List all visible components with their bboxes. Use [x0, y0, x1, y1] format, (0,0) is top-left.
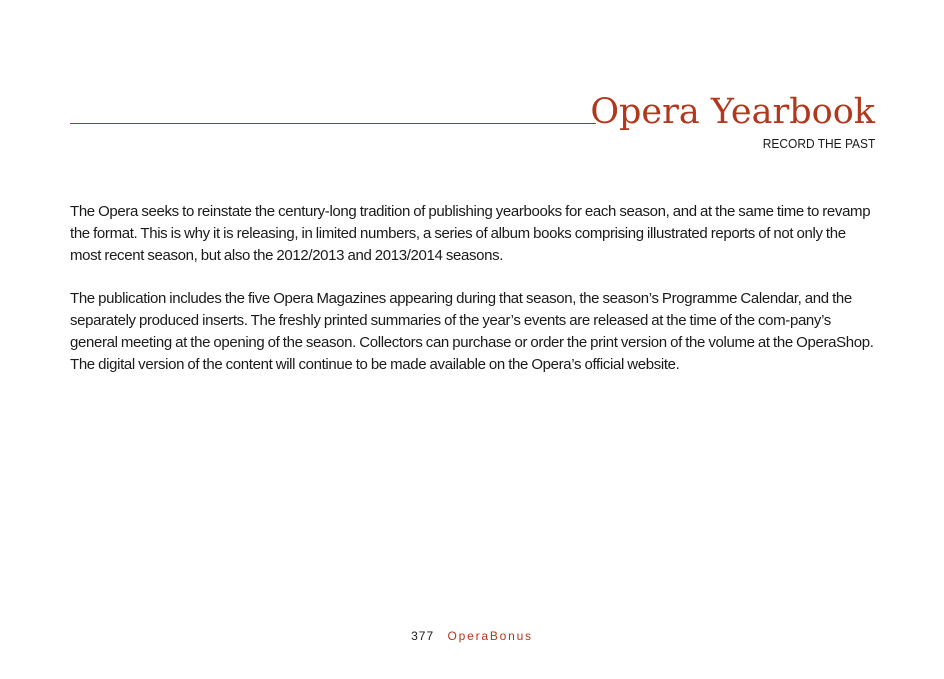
- page-number: 377: [411, 629, 435, 643]
- section-name: OperaBonus: [447, 629, 533, 643]
- body-paragraph-2: The publication includes the five Opera Magazines appearing during that season, the season’s Programme Calendar, and the separately produced inserts. The freshly printed summaries of the year’s events are released at the time of the com-pany’s general meeting at the opening of the season. Collectors can purchase or order the print version of the volume at the OperaShop. The digital version of the content will continue to be made available on the Opera’s official website.: [70, 290, 874, 373]
- page-title: Opera Yearbook: [590, 92, 875, 132]
- page-subtitle: RECORD THE PAST: [762, 136, 875, 151]
- page-header: [70, 88, 875, 158]
- article-body: [70, 201, 875, 398]
- page-footer: [0, 628, 944, 644]
- header-rule: [70, 123, 596, 124]
- body-paragraph-1: The Opera seeks to reinstate the century-long tradition of publishing yearbooks for each season, and at the same time to revamp the format. This is why it is releasing, in limited numbers, a series of album books comprising illustrated reports of not only the most recent season, but also the 2012/2013 and 2013/2014 seasons.: [70, 203, 871, 264]
